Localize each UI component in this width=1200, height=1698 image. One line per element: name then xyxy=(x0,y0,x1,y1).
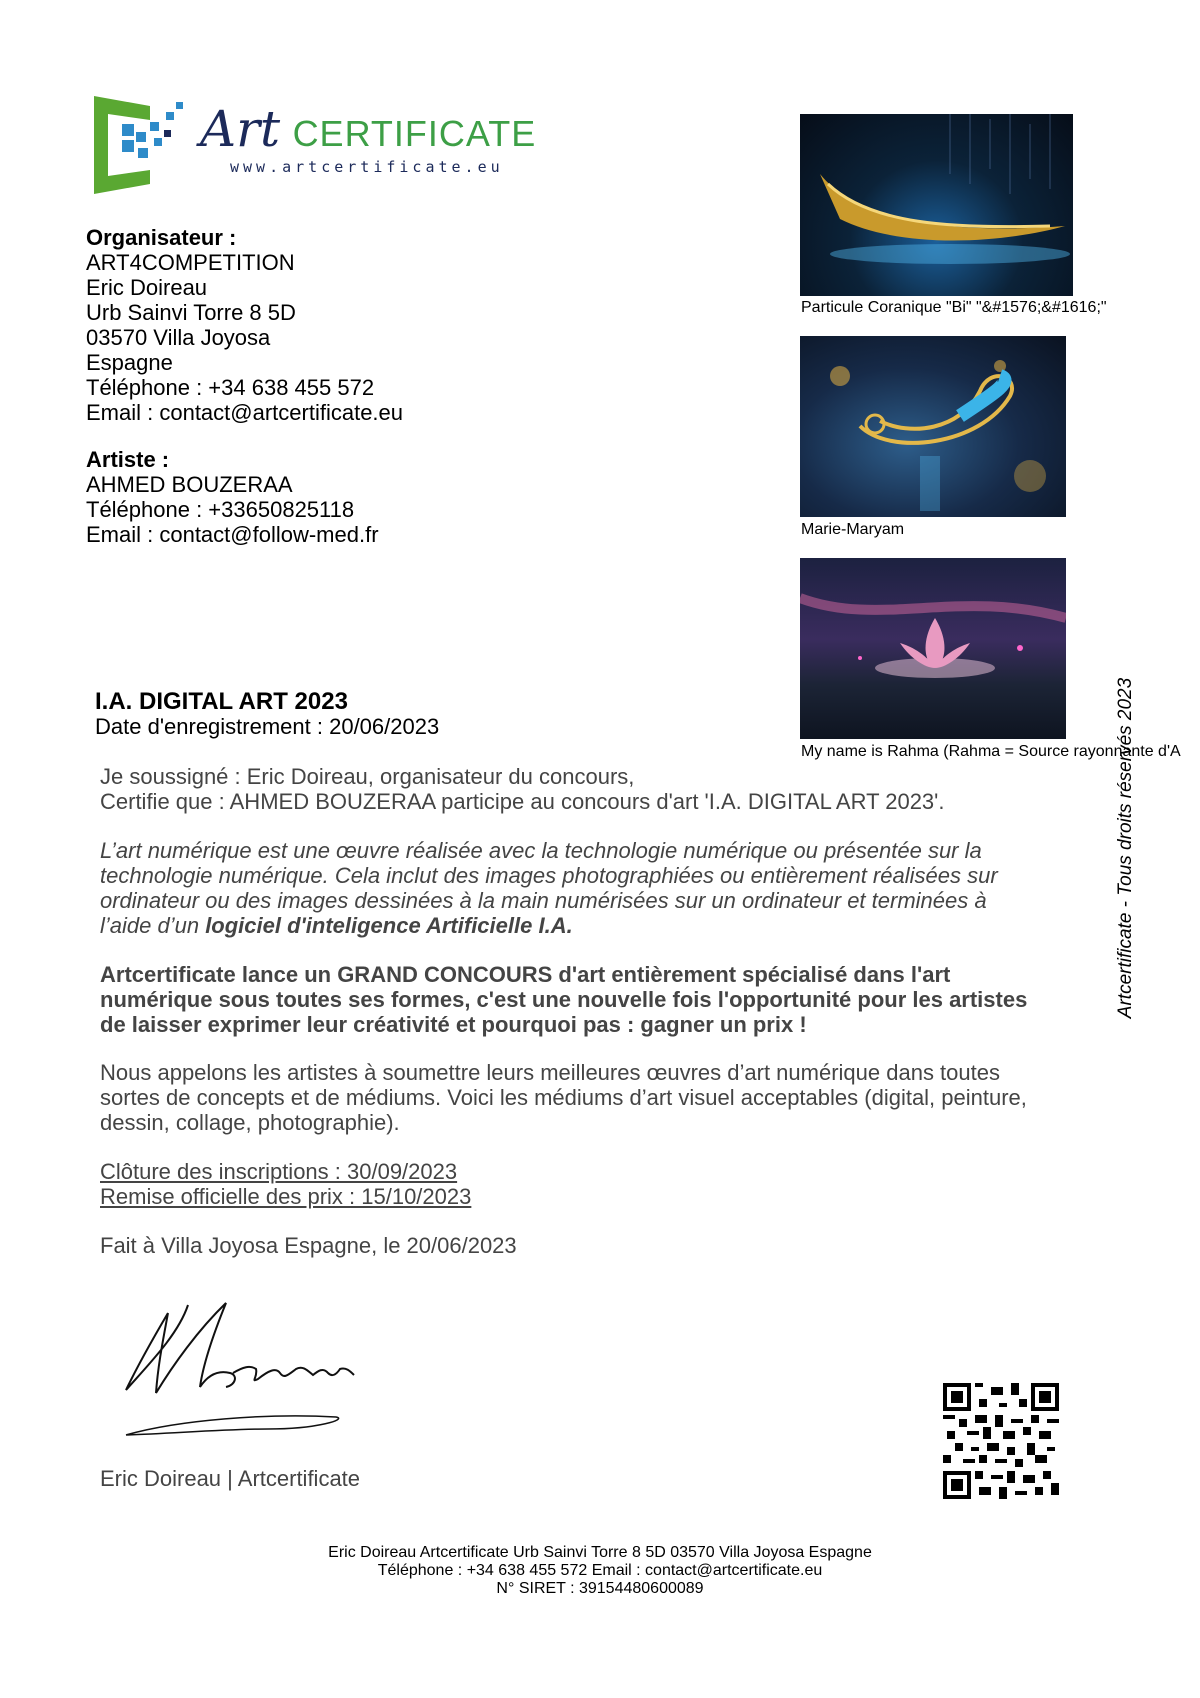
description-line-2: technologie numérique. Cela inclut des images photographiées ou entièrement réalisées sur xyxy=(100,863,998,888)
footer-siret: N° SIRET : 39154480600089 xyxy=(496,1580,704,1597)
logo-url: www.artcertificate.eu xyxy=(230,158,504,176)
artist-email: Email : contact@follow-med.fr xyxy=(86,522,379,547)
logo-brand xyxy=(200,100,536,158)
contest-title: I.A. DIGITAL ART 2023 xyxy=(95,688,348,715)
artist-phone: Téléphone : +33650825118 xyxy=(86,497,355,522)
description-text xyxy=(100,838,998,938)
logo-brand-art: Art xyxy=(200,100,281,158)
artwork-caption-3: My name is Rahma (Rahma = Source rayonnante d'A xyxy=(801,743,1181,760)
logo-brand-certificate: CERTIFICATE xyxy=(292,113,537,154)
closing-date: Clôture des inscriptions : 30/09/2023 xyxy=(100,1159,458,1184)
footer-contact: Téléphone : +34 638 455 572 Email : contact@artcertificate.eu xyxy=(377,1562,823,1579)
artist-name: AHMED BOUZERAA xyxy=(86,472,293,497)
announcement-text xyxy=(100,962,1027,1037)
organizer-block xyxy=(86,225,403,425)
awards-date: Remise officielle des prix : 15/10/2023 xyxy=(100,1184,472,1209)
organizer-country: Espagne xyxy=(86,350,173,375)
registration-date: Date d'enregistrement : 20/06/2023 xyxy=(95,714,440,739)
organizer-phone: Téléphone : +34 638 455 572 xyxy=(86,375,375,400)
artwork-caption-2: Marie-Maryam xyxy=(801,521,905,538)
call-line-1: Nous appelons les artistes à soumettre leurs meilleures œuvres d’art numérique dans toutes xyxy=(100,1060,1000,1085)
organizer-city: 03570 Villa Joyosa xyxy=(86,325,271,350)
organizer-email: Email : contact@artcertificate.eu xyxy=(86,400,404,425)
artwork-image-3 xyxy=(800,558,1066,739)
ai-software-emphasis: logiciel d'inteligence Artificielle I.A. xyxy=(205,913,573,938)
footer xyxy=(0,1544,1200,1598)
artwork-image-2 xyxy=(800,336,1066,517)
announcement-line-3: de laisser exprimer leur créativité et pourquoi pas : gagner un prix ! xyxy=(100,1012,807,1037)
organizer-name: ART4COMPETITION xyxy=(86,250,295,275)
call-text xyxy=(100,1060,1027,1135)
artist-heading: Artiste : xyxy=(86,447,170,472)
footer-address: Eric Doireau Artcertificate Urb Sainvi Torre 8 5D 03570 Villa Joyosa Espagne xyxy=(328,1544,872,1561)
place-date: Fait à Villa Joyosa Espagne, le 20/06/2023 xyxy=(100,1233,517,1258)
description-line-3: ordinateur ou des images dessinées à la main numérisées sur un ordinateur et terminées à xyxy=(100,888,987,913)
artwork-caption-1: Particule Coranique "Bi" "&#1576;&#1616;" xyxy=(801,299,1107,316)
description-line-1: L’art numérique est une œuvre réalisée avec la technologie numérique ou présentée sur la xyxy=(100,838,982,863)
artist-block xyxy=(86,447,379,547)
certification-line-1: Je soussigné : Eric Doireau, organisateur du concours, xyxy=(100,764,635,789)
call-line-3: dessin, collage, photographie). xyxy=(100,1110,400,1135)
call-line-2: sortes de concepts et de médiums. Voici les médiums d’art visuel acceptables (digital, peinture, xyxy=(100,1085,1027,1110)
description-line-4: l’aide d’un logiciel d'inteligence Artificielle I.A. xyxy=(100,913,573,938)
announcement-line-1: Artcertificate lance un GRAND CONCOURS d'art entièrement spécialisé dans l'art xyxy=(100,962,951,987)
key-dates xyxy=(100,1159,471,1209)
certification-text xyxy=(100,764,944,814)
qr-code-icon[interactable] xyxy=(943,1383,1059,1499)
organizer-heading: Organisateur : xyxy=(86,225,237,250)
artwork-image-1 xyxy=(800,114,1073,296)
logo xyxy=(92,92,537,198)
organizer-street: Urb Sainvi Torre 8 5D xyxy=(86,300,296,325)
announcement-line-2: numérique sous toutes ses formes, c'est une nouvelle fois l'opportunité pour les artistes xyxy=(100,987,1028,1012)
signature-image xyxy=(118,1295,378,1445)
signatory-name: Eric Doireau | Artcertificate xyxy=(100,1466,361,1491)
logo-mark-icon xyxy=(92,92,188,198)
certification-line-2: Certifie que : AHMED BOUZERAA participe au concours d'art 'I.A. DIGITAL ART 2023'. xyxy=(100,789,945,814)
organizer-person: Eric Doireau xyxy=(86,275,208,300)
